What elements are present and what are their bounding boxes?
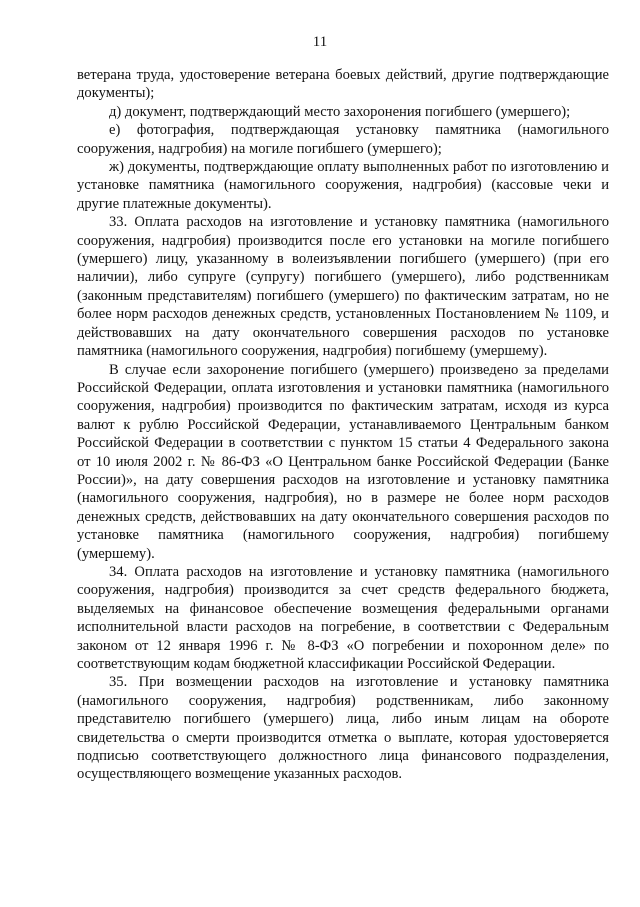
clause-33-foreign-burial: В случае если захоронение погибшего (умершего) произведено за пределами Российской Федерации, оплата изготовления и установки памятника (намогильного сооружения, надгробия) производится по фактическим затратам, исходя из курса валют к рублю Российской Федерации, устанавливаемого Центральным банком Российской Федерации в соответствии с пунктом 15 статьи 4 Федерального закона от 10 июля 2002 г. № 86-ФЗ «О Центральном банке Российской Федерации (Банке России)», на дату совершения расходов на изготовление и установку памятника (намогильного сооружения, надгробия), но в размере не более норм расходов денежных средств, действовавших на дату окончательного совершения расходов по установке памятника (намогильного сооружения, надгробия) погибшему (умершему). bbox=[77, 361, 609, 562]
document-body bbox=[77, 66, 609, 784]
clause-33: 33. Оплата расходов на изготовление и установку памятника (намогильного сооружения, надгробия) производится после его установки на могиле погибшего (умершего) лицу, указанному в волеизъявлении погибшего (умершего) (при его наличии), либо супруге (супругу) погибшего (умершего), либо родственникам (законным представителям) погибшего (умершего) по фактическим затратам, но не более норм расходов денежных средств, установленных Постановлением № 1109, и действовавших на дату окончательного совершения расходов по установке памятника (намогильного сооружения, надгробия) погибшему (умершему). bbox=[77, 214, 609, 360]
list-item-d: д) документ, подтверждающий место захоронения погибшего (умершего); bbox=[109, 103, 571, 120]
page-number: 11 bbox=[312, 34, 328, 50]
paragraph-continuation: ветерана труда, удостоверение ветерана боевых действий, другие подтверждающие документы); bbox=[77, 67, 609, 102]
list-item-e: е) фотография, подтверждающая установку памятника (намогильного сооружения, надгробия) на могиле погибшего (умершего); bbox=[77, 122, 609, 157]
clause-35: 35. При возмещении расходов на изготовление и установку памятника (намогильного сооружения, надгробия) родственникам, либо законному представителю погибшего (умершего) лица, либо иным лицам на обороте свидетельства о смерти производится отметка о выплате, которая удостоверяется подписью соответствующего должностного лица финансового подразделения, осуществляющего возмещение указанных расходов. bbox=[77, 674, 609, 783]
list-item-zh: ж) документы, подтверждающие оплату выполненных работ по изготовлению и установке памятника (намогильного сооружения, надгробия) (кассовые чеки и другие платежные документы). bbox=[77, 159, 609, 212]
clause-34: 34. Оплата расходов на изготовление и установку памятника (намогильного сооружения, надгробия) производится за счет средств федерального бюджета, выделяемых на финансовое обеспечение возмещения федеральными органами исполнительной власти расходов на погребение, в соответствии с Федеральным законом от 12 января 1996 г. № 8-ФЗ «О погребении и похоронном деле» по соответствующим кодам бюджетной классификации Российской Федерации. bbox=[77, 563, 609, 672]
